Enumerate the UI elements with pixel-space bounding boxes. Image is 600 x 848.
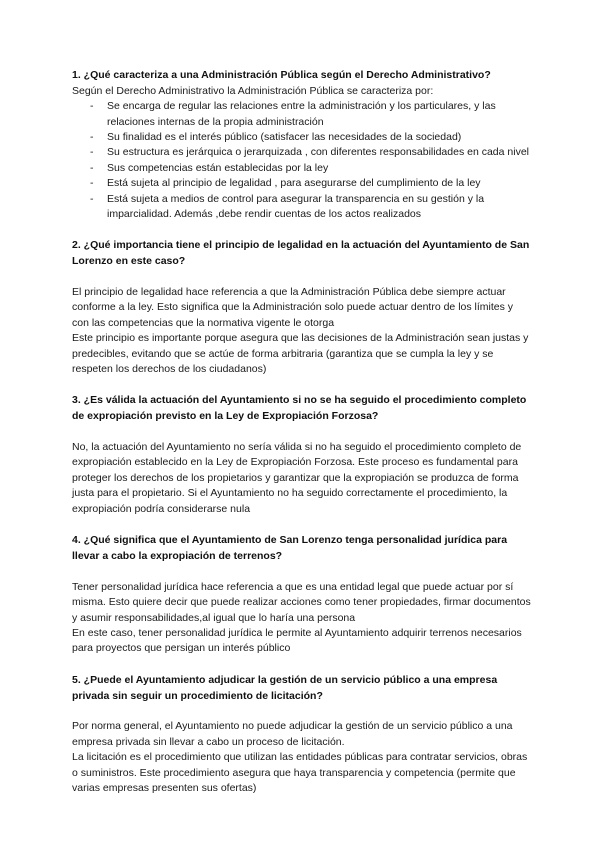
section-1-title: 1. ¿Qué caracteriza a una Administración Pública según el Derecho Administrativo? xyxy=(72,69,491,81)
list-item: - Su estructura es jerárquica o jerarquizada , con diferentes responsabilidades en cada nivel xyxy=(107,145,532,160)
section-4 xyxy=(72,533,532,657)
section-4-paragraph: Tener personalidad jurídica hace referencia a que es una entidad legal que puede actuar por sí misma. Esto quiere decir que puede realizar acciones como tener propiedades, firmar documentos y asumir responsabilidades,al igual que lo haría una persona xyxy=(72,580,531,624)
list-item: - Está sujeta a medios de control para asegurar la transparencia en su gestión y la imparcialidad. Además ,debe rendir cuentas de los actos realizados xyxy=(107,192,532,223)
list-item: - Sus competencias están establecidas por la ley xyxy=(107,161,532,176)
section-5 xyxy=(72,673,532,797)
section-2-paragraph: Este principio es importante porque asegura que las decisiones de la Administración sean justas y predecibles, evitando que se actúe de forma arbitraria (garantiza que se cumpla la ley y se respeten los derechos de los ciudadanos) xyxy=(72,332,529,376)
section-5-paragraph: Por norma general, el Ayuntamiento no puede adjudicar la gestión de un servicio público a una empresa privada sin llevar a cabo un proceso de licitación. xyxy=(72,720,513,748)
section-1 xyxy=(72,68,532,222)
section-1-intro: Según el Derecho Administrativo la Administración Pública se caracteriza por: xyxy=(72,84,434,97)
list-item: - Se encarga de regular las relaciones entre la administración y los particulares, y las relaciones internas de la propia administración xyxy=(107,99,532,130)
list-item: - Su finalidad es el interés público (satisfacer las necesidades de la sociedad) xyxy=(107,130,532,145)
document-page xyxy=(72,68,532,796)
section-2-title: 2. ¿Qué importancia tiene el principio de legalidad en la actuación del Ayuntamiento de San Lorenzo en este caso? xyxy=(72,239,530,268)
section-3-paragraph: No, la actuación del Ayuntamiento no sería válida si no ha seguido el procedimiento completo de expropiación establecido en la Ley de Expropiación Forzosa. Este proceso es fundamental para proteger los derechos de los propietarios y garantizar que la expropiación se produzca de forma justa para el propietario. Si el Ayuntamiento no ha seguido correctamente el procedimiento, la expropiación podría considerarse nula xyxy=(72,441,522,515)
section-2 xyxy=(72,238,532,377)
section-1-list xyxy=(72,99,532,222)
section-2-paragraph: El principio de legalidad hace referencia a que la Administración Pública debe siempre actuar conforme a la ley. Esto significa que la Administración solo puede actuar dentro de los límites y con las competencias que la normativa vigente le otorga xyxy=(72,286,514,329)
section-5-paragraph: La licitación es el procedimiento que utilizan las entidades públicas para contratar servicios, obras o suministros. Este procedimiento asegura que haya transparencia y competencia (permite que varias empresas presenten sus ofertas) xyxy=(72,751,528,794)
list-item: - Está sujeta al principio de legalidad , para asegurarse del cumplimiento de la ley xyxy=(107,176,532,191)
section-4-paragraph: En este caso, tener personalidad jurídica le permite al Ayuntamiento adquirir terrenos necesarios para proyectos que persigan un interés público xyxy=(72,626,522,655)
section-3-title: 3. ¿Es válida la actuación del Ayuntamiento si no se ha seguido el procedimiento completo de expropiación previsto en la Ley de Expropiación Forzosa? xyxy=(72,394,527,423)
section-4-title: 4. ¿Qué significa que el Ayuntamiento de San Lorenzo tenga personalidad jurídica para llevar a cabo la expropiación de terrenos? xyxy=(72,534,508,562)
section-5-title: 5. ¿Puede el Ayuntamiento adjudicar la gestión de un servicio público a una empresa privada sin seguir un procedimiento de licitación? xyxy=(72,673,498,702)
section-3 xyxy=(72,393,532,517)
